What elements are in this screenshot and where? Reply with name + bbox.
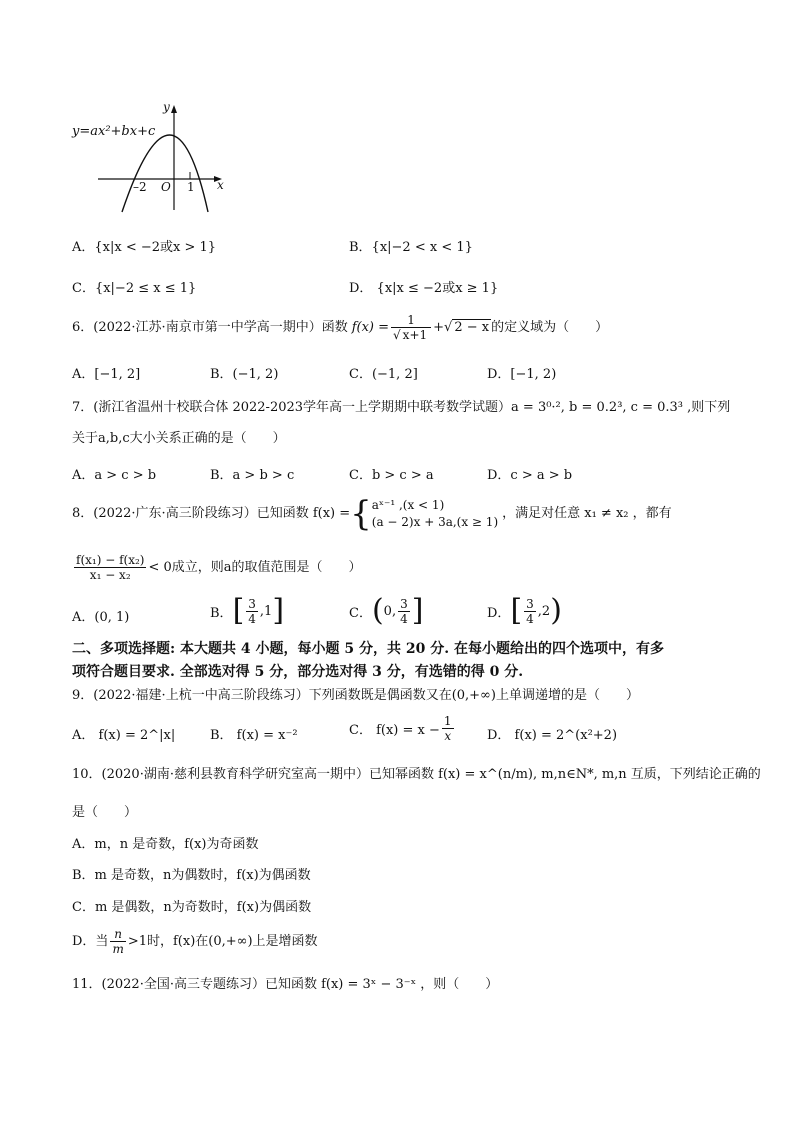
q8-d-rbracket: )	[550, 593, 562, 628]
q8-option-a[interactable]: A．(0, 1)	[72, 610, 130, 625]
q8-d-lbracket: [	[510, 593, 523, 628]
q6-fraction	[391, 313, 431, 342]
q7-line1: 7．(浙江省温州十校联合体 2022-2023学年高一上学期期中联考数学试题）a = 3⁰·², b = 0.2³, c = 0.3³ ,则下列	[72, 400, 731, 415]
q7-option-c[interactable]: C．b > c > a	[349, 468, 434, 483]
q8-c-frac	[398, 597, 410, 626]
q8-c-den: 4	[400, 611, 408, 626]
q8-question	[72, 494, 672, 534]
q10-option-b[interactable]: B．m 是奇数，n为偶数时，f(x)为偶函数	[72, 868, 311, 883]
q6-prefix: 6．(2022·江苏·南京市第一中学高一期中）函数	[72, 319, 348, 335]
q6-frac-den: √ x+1	[393, 328, 428, 342]
q9-option-b[interactable]: B． f(x) = x⁻²	[210, 728, 298, 743]
q8-option-d[interactable]	[487, 593, 562, 628]
y-axis-arrow	[171, 105, 177, 113]
q10-line1: 10．(2020·湖南·慈利县教育科学研究室高一期中）已知幂函数 f(x) = x^(n/m), m,n∈N*, m,n 互质，下列结论正确的	[72, 767, 761, 782]
q6-question	[72, 313, 608, 342]
graph-tick-1: 1	[187, 180, 195, 194]
q7-option-b[interactable]: B．a > b > c	[210, 468, 295, 483]
q6-option-c[interactable]: C．(−1, 2]	[349, 367, 418, 382]
q9-c-den: x	[444, 729, 452, 743]
q9-c-num: 1	[443, 714, 452, 728]
q9-option-a[interactable]: A． f(x) = 2^|x|	[72, 728, 176, 743]
q10-option-a[interactable]: A．m，n 是奇数，f(x)为奇函数	[72, 837, 259, 852]
q8-b-rbracket: ]	[272, 593, 285, 628]
q8-brace: {	[350, 494, 372, 534]
q8-d-frac	[524, 597, 536, 626]
q11-question: 11．(2022·全国·高三专题练习）已知函数 f(x) = 3ˣ − 3⁻ˣ ，则（ ）	[72, 977, 499, 992]
q8-c-first: 0,	[383, 603, 397, 619]
q7-line2: 关于a,b,c大小关系正确的是（ ）	[72, 431, 286, 446]
q5-option-b[interactable]: B．{x|−2 < x < 1}	[349, 240, 473, 255]
q6-option-b[interactable]: B．(−1, 2)	[210, 367, 279, 382]
q8-b-den: 4	[248, 611, 256, 626]
q8-cases	[372, 497, 498, 531]
q6-plus: +	[433, 319, 445, 335]
q8-option-c[interactable]	[349, 593, 424, 628]
q8-b-label: B．	[210, 605, 233, 621]
q8-d-rest: ,2	[537, 603, 551, 619]
graph-eq-label: y=ax²+bx+c	[72, 124, 156, 139]
q8-case2: (a − 2)x + 3a,(x ≥ 1)	[371, 515, 499, 529]
q8-b-lbracket: [	[232, 593, 245, 628]
q6-suffix: 的定义域为（ ）	[491, 319, 609, 335]
q10-option-c[interactable]: C．m 是偶数，n为奇数时，f(x)为偶函数	[72, 900, 312, 915]
graph-y-label: y	[163, 100, 170, 114]
q8-option-b[interactable]	[210, 593, 285, 628]
section2-line2: 项符合题目要求. 全部选对得 5 分，部分选对得 3 分，有选错的得 0 分.	[72, 664, 524, 680]
q8-b-rest: ,1	[259, 603, 273, 619]
q8-d-label: D．	[487, 605, 511, 621]
q8-suffix: ，满足对任意 x₁ ≠ x₂ ，都有	[502, 506, 672, 521]
q8-b-num: 3	[248, 596, 256, 611]
q10-option-d[interactable]	[72, 927, 318, 956]
graph-x-label: x	[217, 178, 224, 192]
q10-line2: 是（ ）	[72, 805, 138, 820]
q8-d-den: 4	[526, 611, 534, 626]
q8-b-frac	[246, 597, 258, 626]
q5-option-d[interactable]: D． {x|x ≤ −2或x ≥ 1}	[349, 281, 499, 296]
q8-prefix: 8．(2022·广东·高三阶段练习）已知函数 f(x) =	[72, 506, 351, 521]
q10-d-pre: D．当	[72, 933, 109, 949]
q9-c-frac	[442, 714, 454, 743]
q10-d-num: n	[110, 927, 125, 942]
q6-sqrt-body: 2 − x	[454, 319, 490, 335]
q8-d-num: 3	[526, 596, 534, 611]
q7-option-a[interactable]: A．a > c > b	[72, 468, 157, 483]
q10-d-frac	[110, 927, 125, 956]
parabola-curve	[122, 135, 208, 212]
q9-question: 9．(2022·福建·上杭一中高三阶段练习）下列函数既是偶函数又在(0,+∞)上单调递增的是（ ）	[72, 688, 639, 703]
q5-option-c[interactable]: C．{x|−2 ≤ x ≤ 1}	[72, 281, 197, 296]
q8-fraction	[74, 553, 146, 582]
q9-option-d[interactable]: D． f(x) = 2^(x²+2)	[487, 728, 618, 743]
q6-frac-den-body: x+1	[402, 328, 428, 342]
q6-option-a[interactable]: A．[−1, 2]	[72, 367, 141, 382]
q6-sqrt: √ 2 − x	[444, 319, 490, 335]
q8-line2-suffix: < 0成立，则a的取值范围是（ ）	[148, 559, 362, 575]
q10-d-den: m	[112, 942, 124, 956]
q7-option-d[interactable]: D．c > a > b	[487, 468, 573, 483]
q8-case1: aˣ⁻¹ ,(x < 1)	[371, 498, 445, 512]
q6-fx: f(x) =	[351, 319, 390, 335]
q8-frac-den: x₁ − x₂	[89, 568, 131, 582]
q8-c-num: 3	[400, 596, 408, 611]
section2-line1: 二、多项选择题: 本大题共 4 小题，每小题 5 分，共 20 分. 在每小题给出的四个选项中，有多	[72, 641, 664, 657]
q9-option-c[interactable]	[349, 714, 456, 743]
q8-frac-num: f(x₁) − f(x₂)	[76, 553, 145, 567]
parabola-graph	[70, 100, 230, 215]
q9-c-pre: C． f(x) = x −	[349, 723, 440, 738]
q8-c-rbracket: ]	[411, 593, 424, 628]
q8-line2	[72, 553, 362, 582]
q6-frac-num: 1	[391, 313, 431, 328]
q8-c-lbracket: (	[371, 593, 384, 628]
graph-origin-label: O	[161, 180, 171, 194]
q5-option-a[interactable]: A．{x|x < −2或x > 1}	[72, 240, 217, 255]
q6-option-d[interactable]: D．[−1, 2)	[487, 367, 557, 382]
q8-c-label: C．	[349, 605, 372, 621]
q10-d-post: >1时，f(x)在(0,+∞)上是增函数	[127, 933, 318, 949]
graph-tick-neg2: –2	[133, 180, 147, 194]
